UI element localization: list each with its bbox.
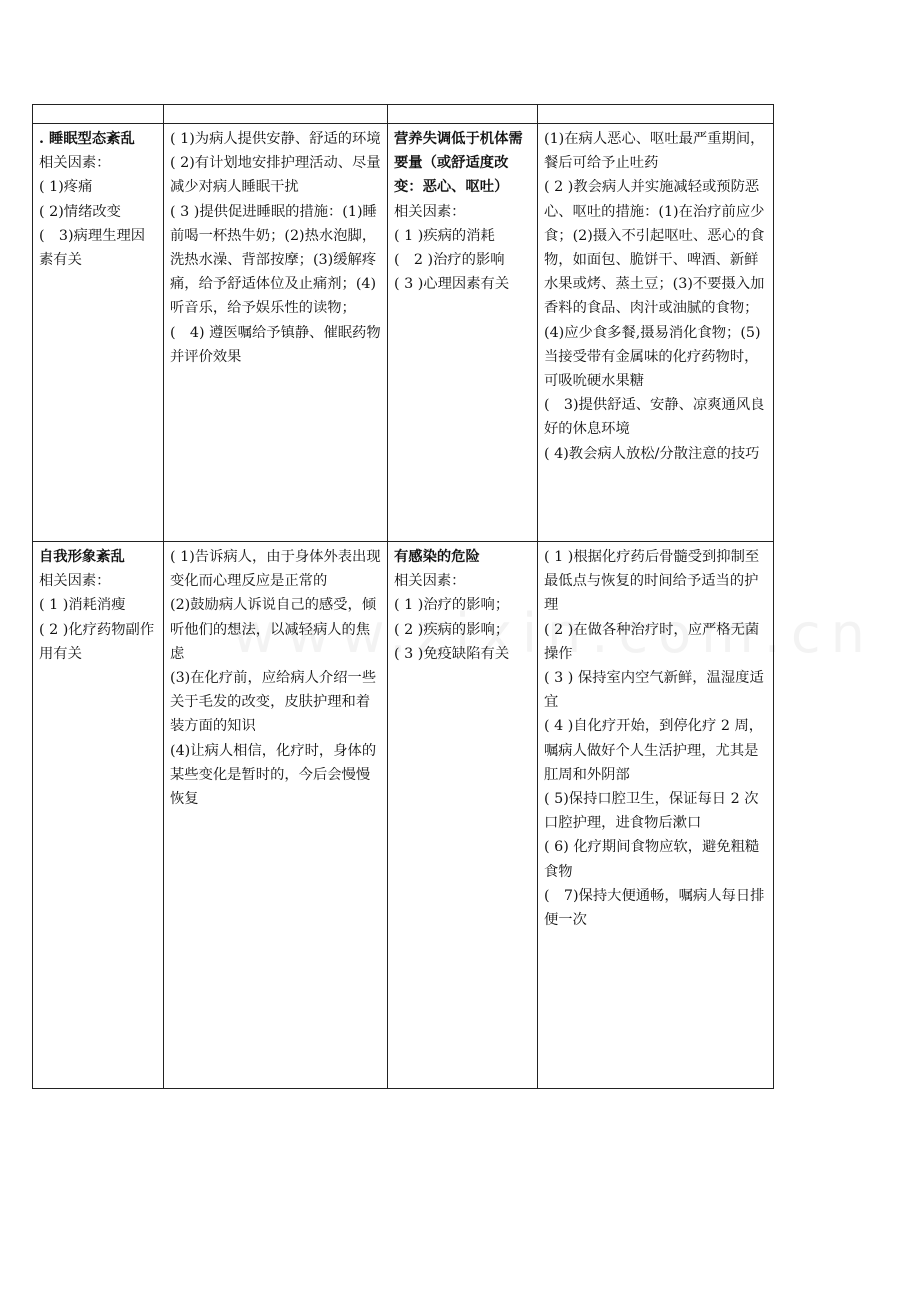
measures-cell [538,124,774,542]
factor-line: ( 1 )疾病的消耗 [394,227,495,244]
factor-line: 相关因素： [394,573,466,590]
diagnosis-title: . 睡眠型态紊乱 [39,131,135,147]
measure-item: ( 6) 化疗期间食物应软，避免粗糙食物 [544,839,760,880]
header-cell [33,105,164,124]
factor-line: 相关因素： [394,203,466,220]
nursing-care-table [32,104,774,1089]
measure-item: ( 1 )根据化疗药后骨髓受到抑制至最低点与恢复的时间给予适当的护理 [544,549,760,614]
header-cell [538,105,774,124]
measure-item: ( 4)教会病人放松/分散注意的技巧 [544,445,760,462]
header-cell [388,105,538,124]
measure-item: ( 4 )自化疗开始，到停化疗 2 周，嘱病人做好个人生活护理，尤其是肛周和外阴部 [544,718,764,783]
diagnosis-title: 自我形象紊乱 [39,549,125,565]
measure-item: ( 3)提供舒适、安静、凉爽通风良好的休息环境 [544,397,765,438]
measures-cell [164,124,388,542]
diagnosis-cell [33,124,164,542]
factor-line: ( 1 )治疗的影响； [394,597,510,614]
measure-item: ( 7)保持大便通畅，嘱病人每日排便一次 [544,887,765,929]
table-header-row [33,105,774,124]
factor-line: ( 1)疼痛 [39,179,93,196]
diagnosis-cell [388,542,538,1089]
factor-line: ( 1 )消耗消瘦 [39,597,126,614]
factor-line: ( 2)情绪改变 [39,203,121,220]
factor-line: 相关因素： [39,155,111,172]
measure-item: ( 5)保持口腔卫生，保证每日 2 次口腔护理，进食物后漱口 [544,791,759,832]
diagnosis-cell [33,542,164,1089]
factor-line: ( 2 )化疗药物副作用有关 [39,621,155,662]
factor-line: ( 2 )治疗的影响 [394,252,505,269]
measure-item: ( 2 )在做各种治疗时，应严格无菌操作 [544,621,760,662]
measure-item: ( 1)告诉病人，由于身体外表出现变化而心理反应是正常的 [170,549,381,590]
table-row [33,542,774,1089]
measure-item: ( 3 )提供促进睡眠的措施：(1)睡前喝一杯热牛奶；(2)热水泡脚，洗热水澡、背部按摩；(3)缓解疼痛，给予舒适体位及止痛剂；(4)听音乐，给予娱乐性的读物； [170,203,377,317]
measure-item: (3)在化疗前，应给病人介绍一些关于毛发的改变，皮肤护理和着装方面的知识 [170,670,377,735]
factor-line: 相关因素： [39,573,111,590]
measure-item: (4)让病人相信，化疗时，身体的某些变化是暂时的，今后会慢慢恢复 [170,742,377,808]
measure-item: ( 4) 遵医嘱给予镇静、催眠药物并评价效果 [170,324,381,365]
factor-line: ( 2 )疾病的影响； [394,621,510,638]
factor-line: ( 3)病理生理因素有关 [39,227,146,269]
diagnosis-title: 营养失调低于机体需要量（或舒适度改变：恶心、呕吐） [394,131,523,196]
measure-item: ( 2)有计划地安排护理活动、尽量减少对病人睡眠干扰 [170,155,381,196]
header-cell [164,105,388,124]
factor-line: ( 3 )心理因素有关 [394,276,510,293]
diagnosis-cell [388,124,538,542]
measure-item: ( 2 )教会病人并实施减轻或预防恶心、呕吐的措施：(1)在治疗前应少食；(2)摄入不引起呕吐、恶心的食物，如面包、脆饼干、啤酒、新鲜水果或烤、蒸土豆；(3)不要摄入加香料的食品、肉汁或油腻的食物；(4)应少食多餐,摄易消化食物；(5)当接受带有金属味的化疗药物时，可吸吮硬水果糖 [544,179,765,390]
measures-cell [164,542,388,1089]
factor-line: ( 3 )免疫缺陷有关 [394,645,510,662]
measure-item: (1)在病人恶心、呕吐最严重期间，餐后可给予止吐药 [544,131,765,172]
table-row [33,124,774,542]
measure-item: ( 3 ) 保持室内空气新鲜，温湿度适宜 [544,670,764,711]
measure-item: ( 1)为病人提供安静、舒适的环境 [170,131,381,147]
diagnosis-title: 有感染的危险 [394,549,480,565]
measures-cell [538,542,774,1089]
measure-item: (2)鼓励病人诉说自己的感受，倾听他们的想法，以减轻病人的焦虑 [170,597,377,662]
